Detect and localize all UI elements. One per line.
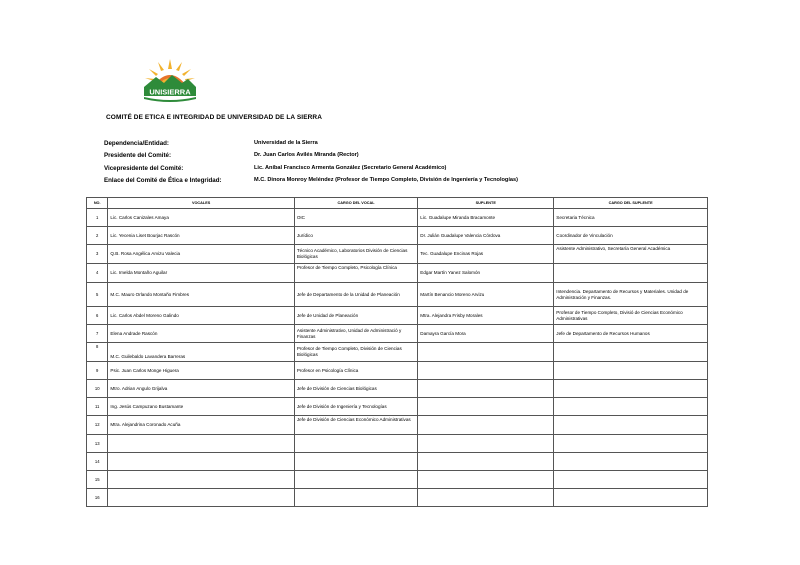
info-label: Dependencia/Entidad: [104, 140, 169, 147]
suplente-role [554, 416, 708, 435]
vocal-name: Ing. Jesús Campuzano Bustamante [108, 398, 294, 416]
row-number: 10 [87, 380, 108, 398]
table-row [87, 453, 708, 471]
suplente-role [554, 435, 708, 453]
vocal-role [294, 489, 417, 507]
suplente-role [554, 362, 708, 380]
suplente-role [554, 398, 708, 416]
vocal-role [294, 435, 417, 453]
vocal-name [108, 435, 294, 453]
suplente-name [418, 471, 554, 489]
table-row [87, 227, 708, 245]
suplente-role [554, 380, 708, 398]
suplente-name [418, 398, 554, 416]
suplente-role: Intendencia. Departamento de Recursos y Materiales. Unidad de Administración y Finanzas. [554, 283, 708, 307]
header-no: NO. [87, 198, 108, 209]
vocal-name: Q.B. Rosa Angélica Arvizu Valecia [108, 245, 294, 264]
logo-text: UNISIERRA [149, 87, 191, 97]
suplente-name [418, 362, 554, 380]
table-row [87, 398, 708, 416]
vocal-role: Jurídico [294, 227, 417, 245]
header-cargo-suplente: CARGO DEL SUPLENTE [554, 198, 708, 209]
vocal-name: Mtra. Alejandrina Coronado Acuña [108, 416, 294, 435]
vocal-role: Asistente Administrativo, Unidad de Administració y Finanzas [294, 325, 417, 343]
info-value: Dr. Juan Carlos Avilés Miranda (Rector) [254, 152, 359, 159]
row-number: 13 [87, 435, 108, 453]
suplente-role: Secretaria Técnica [554, 209, 708, 227]
info-value: Lic. Aníbal Francisco Armenta González (Secretario General Académico) [254, 164, 447, 171]
vocal-name [108, 453, 294, 471]
row-number: 5 [87, 283, 108, 307]
row-number: 15 [87, 471, 108, 489]
committee-members-table [86, 197, 708, 507]
suplente-role [554, 489, 708, 507]
vocal-name: Mtro. Adrian Angulo Grijalva [108, 380, 294, 398]
info-value: M.C. Dinora Monroy Meléndez (Profesor de Tiempo Completo, División de Ingeniería y Tecnologías) [254, 176, 518, 183]
vocal-role: Jefe de División de Ciencias Biológicas [294, 380, 417, 398]
info-value: Universidad de la Sierra [254, 140, 318, 146]
suplente-role: Jefe de Departamento de Recursos Humanos [554, 325, 708, 343]
vocal-role [294, 453, 417, 471]
row-number: 9 [87, 362, 108, 380]
vocal-name: Lic. Carlos Canizales Amaya [108, 209, 294, 227]
table-row [87, 416, 708, 435]
suplente-name: Tec. Guadalupe Encinas Rojas [418, 245, 554, 264]
suplente-name: Damayra García Mora [418, 325, 554, 343]
suplente-role: Asistente Administrativo, Secretaría General Académica [554, 245, 708, 264]
suplente-role: Profesor de Tiempo Completo, Divisió de Ciencias Económico Administrativas [554, 307, 708, 325]
table-row [87, 283, 708, 307]
row-number: 6 [87, 307, 108, 325]
document-title: COMITÉ DE ETICA E INTEGRIDAD DE UNIVERSIDAD DE LA SIERRA [106, 114, 323, 121]
vocal-name: Lic. Carlos Abdel Moreno Galindo [108, 307, 294, 325]
suplente-name: Martín Benancio Moreno Arvizu [418, 283, 554, 307]
vocal-role: Profesor en Psicología Clínica [294, 362, 417, 380]
suplente-name: Dr. Julián Guadalupe Valencia Córdova [418, 227, 554, 245]
vocal-role: Jefe de Departamento de la Unidad de Planeación [294, 283, 417, 307]
row-number: 1 [87, 209, 108, 227]
table-row [87, 245, 708, 264]
header-vocales: VOCALES [108, 198, 294, 209]
table-header-row [87, 198, 708, 209]
table-row [87, 380, 708, 398]
suplente-role [554, 453, 708, 471]
suplente-role: Coordinador de Vinculación [554, 227, 708, 245]
info-label: Vicepresidente del Comité: [104, 164, 184, 172]
suplente-role [554, 343, 708, 362]
vocal-role [294, 471, 417, 489]
vocal-role: Profesor de Tiempo Completo, Psicología Clínica [294, 264, 417, 283]
unisierra-logo-graphic [140, 55, 200, 103]
row-number: 2 [87, 227, 108, 245]
row-number: 16 [87, 489, 108, 507]
vocal-name: Elena Andrade Rascón [108, 325, 294, 343]
header-suplente: SUPLENTE [418, 198, 554, 209]
suplente-name [418, 489, 554, 507]
table-row [87, 435, 708, 453]
suplente-name [418, 380, 554, 398]
suplente-role [554, 471, 708, 489]
row-number: 8 [87, 343, 108, 362]
row-number: 11 [87, 398, 108, 416]
vocal-role: Jefe de Unidad de Planeación [294, 307, 417, 325]
table-row [87, 209, 708, 227]
info-label: Enlace del Comité de Ética e Integridad: [104, 176, 222, 184]
row-number: 12 [87, 416, 108, 435]
header-cargo-vocal: CARGO DEL VOCAL [294, 198, 417, 209]
table-row [87, 325, 708, 343]
info-label: Presidente del Comité: [104, 152, 172, 160]
vocal-role: OIC [294, 209, 417, 227]
table-row [87, 264, 708, 283]
row-number: 14 [87, 453, 108, 471]
suplente-name [418, 343, 554, 362]
table-row [87, 362, 708, 380]
table-row [87, 471, 708, 489]
vocal-name [108, 471, 294, 489]
vocal-role: Técnico Académico, Laboratorios División de Ciencias Biológicas [294, 245, 417, 264]
suplente-name [418, 435, 554, 453]
suplente-name: Mtra. Alejandra Frisby Morales [418, 307, 554, 325]
suplente-name: Lic. Guadalupe Miranda Bracamonte [418, 209, 554, 227]
unisierra-logo [140, 55, 200, 103]
vocal-name: Psic. Juan Carlos Monge Higuera [108, 362, 294, 380]
vocal-name [108, 489, 294, 507]
vocal-role: Jefe de División de Ingeniería y Tecnologías [294, 398, 417, 416]
vocal-name: M.C. Mauro Orlando Montaño Fimbres [108, 283, 294, 307]
row-number: 3 [87, 245, 108, 264]
table-row [87, 307, 708, 325]
row-number: 7 [87, 325, 108, 343]
vocal-role: Profesor de Tiempo Completo, División de Ciencias Biológicas [294, 343, 417, 362]
vocal-name: M.C. Guilebaldo Lavandera Barreras [108, 343, 294, 362]
table-row [87, 489, 708, 507]
suplente-name [418, 416, 554, 435]
row-number: 4 [87, 264, 108, 283]
suplente-name: Edgar Martín Yanez Salomón [418, 264, 554, 283]
table-row [87, 343, 708, 362]
vocal-name: Lic. Yecenia Liset Bourjac Rascón [108, 227, 294, 245]
vocal-role: Jefe de División de Ciencias Económico Administrativas [294, 416, 417, 435]
vocal-name: Lic. Imelda Montaño Aguilar [108, 264, 294, 283]
suplente-name [418, 453, 554, 471]
suplente-role [554, 264, 708, 283]
